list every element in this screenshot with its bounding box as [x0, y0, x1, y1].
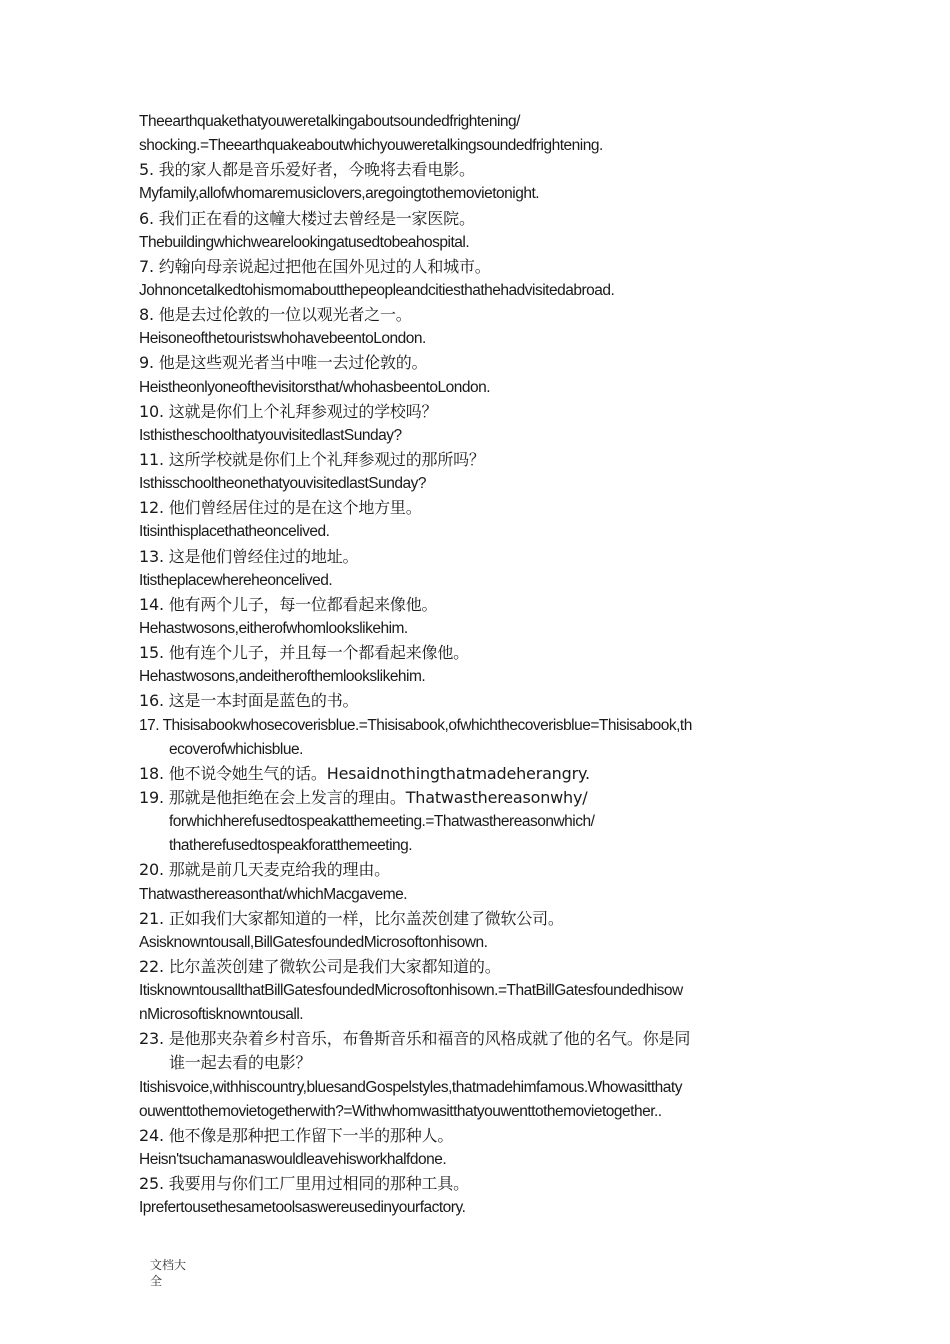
text-line: Heistheonlyoneofthevisitorsthat/whohasbeentoLondon.	[139, 378, 491, 396]
text-line: Itisinthisplacethatheoncelived.	[139, 523, 330, 541]
text-line: 17. Thisisabookwhosecoverisblue.=Thisisabook,ofwhichthecoverisblue=Thisisabook,th	[139, 716, 692, 734]
text-line: HeisoneofthetouristswhohavebeentoLondon.	[139, 330, 426, 348]
text-line: Heisn'tsuchamanaswouldleavehisworkhalfdone.	[139, 1151, 447, 1169]
text-line: ItisknowntousallthatBillGatesfoundedMicrosoftonhisown.=ThatBillGatesfoundedhisow	[139, 982, 683, 1000]
text-line: 16. 这是一本封面是蓝色的书。	[139, 691, 359, 711]
text-line: ecoverofwhichisblue.	[169, 740, 303, 758]
text-line: 19. 那就是他拒绝在会上发言的理由。Thatwasthereasonwhy/	[139, 787, 588, 807]
text-line: 谁一起去看的电影？	[169, 1053, 312, 1073]
text-line: Hehastwosons,andeitherofthemlookslikehim.	[139, 668, 426, 686]
text-line: 7. 约翰向母亲说起过把他在国外见过的人和城市。	[139, 256, 491, 276]
text-line: 14. 他有两个儿子，每一位都看起来像他。	[139, 594, 438, 614]
text-line: shocking.=Theearthquakeaboutwhichyouweretalkingsoundedfrightening.	[139, 137, 603, 155]
text-line: 10. 这就是你们上个礼拜参观过的学校吗？	[139, 401, 438, 421]
text-line: 22. 比尔盖茨创建了微软公司是我们大家都知道的。	[139, 956, 501, 976]
text-line: Asisknowntousall,BillGatesfoundedMicrosoftonhisown.	[139, 933, 488, 951]
text-line: 6. 我们正在看的这幢大楼过去曾经是一家医院。	[139, 208, 475, 228]
text-line: ouwenttothemovietogetherwith?=Withwhomwasitthatyouwenttothemovietogether..	[139, 1102, 662, 1120]
text-line: 18. 他不说令她生气的话。Hesaidnothingthatmadeherangry.	[139, 763, 590, 783]
footer-line: 文档大	[150, 1258, 187, 1272]
text-line: IsthistheschoolthatyouvisitedlastSunday?	[139, 426, 402, 444]
text-line: Theearthquakethatyouweretalkingaboutsoundedfrightening/	[139, 113, 520, 130]
text-line: IsthisschooltheonethatyouvisitedlastSunday?	[139, 475, 426, 493]
text-line: 21. 正如我们大家都知道的一样，比尔盖茨创建了微软公司。	[139, 908, 564, 928]
text-line: 23. 是他那夹杂着乡村音乐，布鲁斯音乐和福音的风格成就了他的名气。你是同	[139, 1029, 691, 1049]
text-line: 20. 那就是前几天麦克给我的理由。	[139, 860, 390, 880]
text-line: thatherefusedtospeakforatthemeeting.	[169, 837, 413, 855]
text-line: 13. 这是他们曾经住过的地址。	[139, 546, 359, 566]
text-line: 12. 他们曾经居住过的是在这个地方里。	[139, 498, 422, 518]
text-line: 15. 他有连个儿子，并且每一个都看起来像他。	[139, 643, 469, 663]
text-line: Thatwasthereasonthat/whichMacgaveme.	[139, 885, 408, 903]
text-line: Thebuildingwhichwearelookingatusedtobeahospital.	[139, 233, 470, 251]
text-line: Iprefertousethesametoolsaswereusedinyourfactory.	[139, 1199, 466, 1217]
document-body	[139, 110, 819, 1220]
text-line: Itistheplacewhereheoncelived.	[139, 571, 333, 589]
page-footer	[150, 1257, 186, 1289]
text-line: Hehastwosons,eitherofwhomlookslikehim.	[139, 619, 408, 637]
text-line: 24. 他不像是那种把工作留下一半的那种人。	[139, 1125, 454, 1145]
text-line: 8. 他是去过伦敦的一位以观光者之一。	[139, 305, 412, 325]
text-line: nMicrosoftisknowntousall.	[139, 1006, 304, 1024]
text-line: 25. 我要用与你们工厂里用过相同的那种工具。	[139, 1174, 469, 1194]
text-line: forwhichherefusedtospeakatthemeeting.=Thatwasthereasonwhich/	[169, 813, 595, 831]
text-line: Itishisvoice,withhiscountry,bluesandGospelstyles,thatmadehimfamous.Whowasitthaty	[139, 1078, 682, 1096]
text-line: Myfamily,allofwhomaremusiclovers,aregoingtothemovietonight.	[139, 185, 540, 203]
text-line: Johnoncetalkedtohismomaboutthepeopleandcitiesthathehadvisitedabroad.	[139, 281, 615, 299]
text-line: 11. 这所学校就是你们上个礼拜参观过的那所吗？	[139, 449, 485, 469]
footer-line: 全	[150, 1274, 163, 1288]
text-line: 9. 他是这些观光者当中唯一去过伦敦的。	[139, 353, 428, 373]
text-line: 5. 我的家人都是音乐爱好者，今晚将去看电影。	[139, 160, 475, 180]
